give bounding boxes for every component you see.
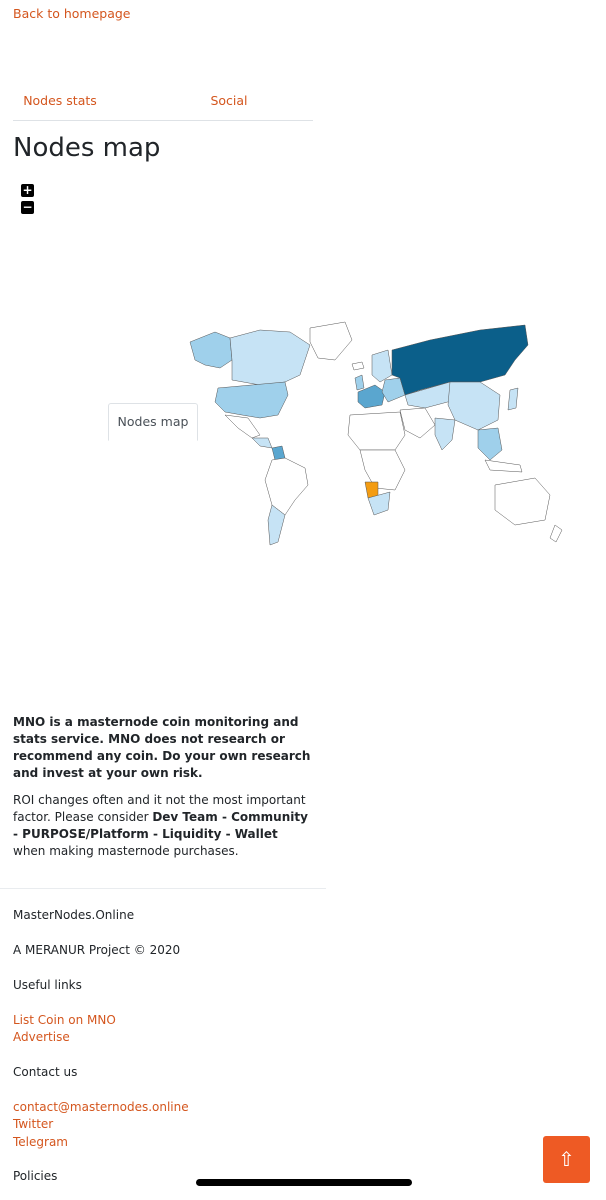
country-north-africa[interactable]: [348, 412, 405, 450]
tab-bar: [13, 83, 313, 429]
back-to-homepage-link[interactable]: Back to homepage: [13, 6, 131, 21]
contact-email-link[interactable]: contact@masternodes.online: [13, 1100, 189, 1114]
country-canada[interactable]: [230, 330, 310, 385]
country-alaska[interactable]: [190, 332, 232, 368]
footer-useful-links-heading: Useful links: [13, 978, 82, 992]
footer-contact-heading: Contact us: [13, 1065, 78, 1079]
country-japan[interactable]: [508, 388, 518, 410]
country-venezuela[interactable]: [272, 446, 285, 460]
footer-divider: [0, 888, 326, 889]
country-southeast-asia[interactable]: [478, 428, 502, 460]
list-coin-link[interactable]: List Coin on MNO: [13, 1013, 116, 1027]
country-scandinavia[interactable]: [372, 350, 392, 382]
advertise-link[interactable]: Advertise: [13, 1030, 70, 1044]
footer-project: A MERANUR Project © 2020: [13, 943, 181, 957]
country-usa[interactable]: [215, 382, 288, 418]
twitter-link[interactable]: Twitter: [13, 1117, 54, 1131]
page-title: Nodes map: [13, 133, 161, 163]
tab-nodes-map[interactable]: Nodes map: [108, 403, 198, 441]
country-new-zealand[interactable]: [550, 525, 562, 542]
country-indonesia[interactable]: [485, 460, 522, 472]
zoom-out-button[interactable]: −: [22, 200, 33, 214]
country-middle-east[interactable]: [400, 408, 435, 438]
country-mexico[interactable]: [225, 415, 260, 438]
disclaimer-roi: ROI changes often and it not the most important factor. Please consider Dev Team - Community - PURPOSE/Platform - Liquidity - Wallet when making masternode purchases.: [13, 793, 308, 858]
country-uk[interactable]: [355, 375, 364, 390]
world-map[interactable]: [160, 320, 570, 550]
country-greenland[interactable]: [310, 322, 352, 360]
zoom-in-button[interactable]: +: [22, 183, 33, 197]
footer-policies-heading: Policies: [13, 1169, 58, 1183]
disclaimer-main: MNO is a masternode coin monitoring and stats service. MNO does not research or recommend any coin. Do your own research and invest at your own risk.: [13, 715, 311, 780]
disclaimer: [13, 714, 313, 870]
country-india[interactable]: [435, 418, 455, 450]
footer-brand: MasterNodes.Online: [13, 908, 135, 922]
country-central-america[interactable]: [252, 438, 272, 448]
telegram-link[interactable]: Telegram: [13, 1135, 68, 1149]
tab-nodes-stats[interactable]: Nodes stats: [23, 93, 97, 108]
arrow-up-icon: ⇧: [558, 1147, 575, 1171]
country-china[interactable]: [448, 382, 500, 430]
map-countries: [190, 322, 562, 545]
home-indicator: [196, 1179, 412, 1186]
country-iceland[interactable]: [352, 362, 364, 370]
scroll-to-top-button[interactable]: [543, 1136, 590, 1183]
tab-social[interactable]: Social: [210, 93, 248, 108]
country-australia[interactable]: [495, 478, 550, 525]
